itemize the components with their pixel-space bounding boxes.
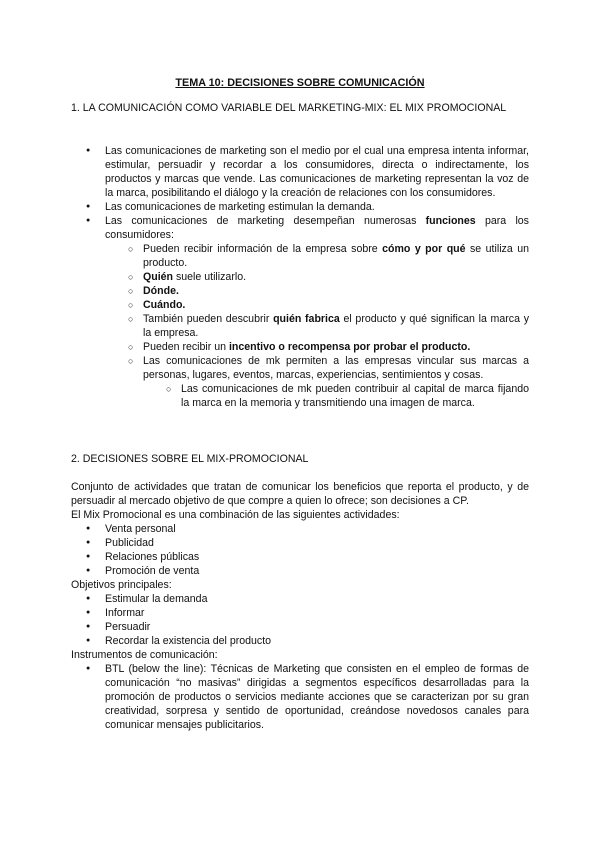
list-item: ● BTL (below the line): Técnicas de Marketing que consisten en el empleo de formas de comunicación “no masivas” dirigidas a segmentos específicos desarrolladas para la promoción de productos o servicios mediante acciones que se caracterizan por su gran creatividad, sorpresa y sentido de oportunidad, creándose novedosos canales para comunicar mensajes publicitarios. xyxy=(71,662,529,732)
list-item: ● Recordar la existencia del producto xyxy=(71,634,529,648)
sub-list-item: ○ Pueden recibir información de la empresa sobre cómo y por qué se utiliza un producto. xyxy=(71,242,529,270)
sub-sub-list-item: ○ Las comunicaciones de mk pueden contribuir al capital de marca fijando la marca en la memoria y transmitiendo una imagen de marca. xyxy=(71,382,529,410)
list-item: ● Relaciones públicas xyxy=(71,550,529,564)
document-title: TEMA 10: DECISIONES SOBRE COMUNICACIÓN xyxy=(175,77,425,89)
list-item: ● Estimular la demanda xyxy=(71,592,529,606)
section-1-heading: 1. LA COMUNICACIÓN COMO VARIABLE DEL MARKETING-MIX: EL MIX PROMOCIONAL xyxy=(71,102,507,114)
sub-list-item: ○ Las comunicaciones de mk permiten a las empresas vincular sus marcas a personas, lugares, eventos, marcas, experiencias, sentimientos y cosas. xyxy=(71,354,529,382)
sub-list-item: ○ Dónde. xyxy=(71,284,529,298)
list-item: ● Las comunicaciones de marketing desempeñan numerosas funciones para los consumidores: xyxy=(71,214,529,242)
section-2-heading: 2. DECISIONES SOBRE EL MIX-PROMOCIONAL xyxy=(71,453,309,465)
sub-list-item: ○ También pueden descubrir quién fabrica el producto y qué significan la marca y la empresa. xyxy=(71,312,529,340)
list-item: ● Las comunicaciones de marketing son el medio por el cual una empresa intenta informar, estimular, persuadir y recordar a los consumidores, directa o indirectamente, los productos y marcas que vende. Las comunicaciones de marketing representan la voz de la marca, posibilitando el diálogo y la creación de relaciones con los consumidores. xyxy=(71,144,529,200)
section-1-list xyxy=(71,144,529,410)
list-item: ● Venta personal xyxy=(71,522,529,536)
sub-list-item: ○ Cuándo. xyxy=(71,298,529,312)
objectives-label: Objetivos principales: xyxy=(71,579,172,591)
section-2-intro: Conjunto de actividades que tratan de comunicar los beneficios que reporta el producto, y de persuadir al mercado objetivo de que compre a quien lo ofrece; son decisiones a CP. xyxy=(71,481,529,507)
section-2-body xyxy=(71,480,529,732)
list-item: ● Promoción de venta xyxy=(71,564,529,578)
sub-list-item: ○ Quién suele utilizarlo. xyxy=(71,270,529,284)
sub-list-item: ○ Pueden recibir un incentivo o recompensa por probar el producto. xyxy=(71,340,529,354)
instruments-label: Instrumentos de comunicación: xyxy=(71,649,218,661)
list-item: ● Las comunicaciones de marketing estimulan la demanda. xyxy=(71,200,529,214)
mix-intro: El Mix Promocional es una combinación de las siguientes actividades: xyxy=(71,509,400,521)
list-item: ● Persuadir xyxy=(71,620,529,634)
list-item: ● Informar xyxy=(71,606,529,620)
list-item: ● Publicidad xyxy=(71,536,529,550)
